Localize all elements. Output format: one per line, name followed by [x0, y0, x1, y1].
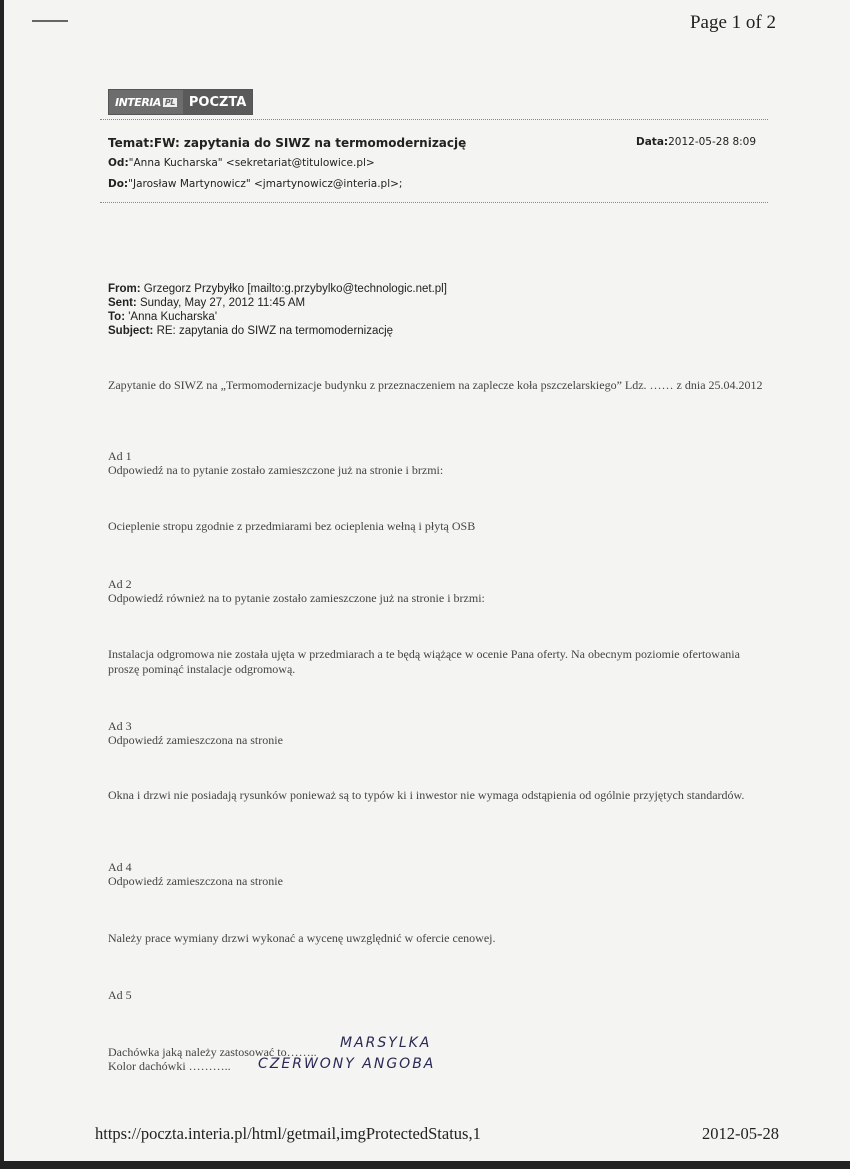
email-date: Data:2012-05-28 8:09: [636, 136, 757, 148]
ad4-title: Ad 4: [108, 860, 132, 874]
email-subject: Temat:FW: zapytania do SIWZ na termomodernizację: [108, 136, 467, 150]
handwritten-tile-color: CZERWONY ANGOBA: [258, 1056, 436, 1072]
forwarded-header: [108, 282, 447, 338]
ad1-title: Ad 1: [108, 449, 132, 463]
ad1-question: Odpowiedź na to pytanie zostało zamieszczone już na stronie i brzmi:: [108, 463, 444, 477]
forwarded-from: From: Grzegorz Przybyłko [mailto:g.przybylko@technologic.net.pl]: [108, 283, 447, 295]
email-from: Od:"Anna Kucharska" <sekretariat@titulowice.pl>: [108, 157, 375, 169]
ad2-title: Ad 2: [108, 577, 132, 591]
divider: [100, 119, 768, 120]
forwarded-sent: Sent: Sunday, May 27, 2012 11:45 AM: [108, 297, 306, 309]
ad3-answer: Okna i drzwi nie posiadają rysunków ponieważ są to typów ki i inwestor nie wymaga odstąpienia od ogólnie przyjętych standardów.: [108, 788, 745, 802]
divider: [100, 202, 768, 203]
ad4-question: Odpowiedź zamieszczona na stronie: [108, 874, 283, 888]
ad3-title: Ad 3: [108, 719, 132, 733]
scan-edge-left: [0, 0, 4, 1169]
scan-mark: [32, 20, 68, 22]
scan-edge-bottom: [0, 1161, 850, 1169]
interia-poczta-logo: INTERIA PL POCZTA: [108, 89, 253, 115]
page-number: Page 1 of 2: [689, 12, 776, 33]
ad2-answer: Instalacja odgromowa nie została ujęta w przedmiarach a te będą wiążące w ocenie Pana oferty. Na obecnym poziomie ofertowania proszę pominąć instalacje odgromową.: [108, 647, 740, 676]
email-to: Do:"Jarosław Martynowicz" <jmartynowicz@interia.pl>;: [108, 178, 403, 190]
ad2-question: Odpowiedź również na to pytanie zostało zamieszczone już na stronie i brzmi:: [108, 591, 485, 605]
ad3-question: Odpowiedź zamieszczona na stronie: [108, 733, 283, 747]
body-intro: Zapytanie do SIWZ na „Termomodernizacje budynku z przeznaczeniem na zaplecze koła pszczelarskiego” Ldz. …… z dnia 25.04.2012: [108, 378, 763, 392]
ad4-answer: Należy prace wymiany drzwi wykonać a wycenę uwzględnić w ofercie cenowej.: [108, 931, 496, 945]
forwarded-to: To: 'Anna Kucharska': [108, 311, 218, 323]
ad5-roof-tile: Dachówka jaką należy zastosować to……..: [108, 1045, 317, 1059]
ad1-answer: Ocieplenie stropu zgodnie z przedmiarami bez ocieplenia wełną i płytą OSB: [108, 519, 476, 533]
handwritten-tile-type: MARSYLKA: [340, 1035, 432, 1051]
footer-date: 2012-05-28: [702, 1124, 779, 1143]
footer-url: https://poczta.interia.pl/html/getmail,imgProtectedStatus,1: [95, 1124, 481, 1143]
ad5-title: Ad 5: [108, 988, 132, 1002]
forwarded-subject: Subject: RE: zapytania do SIWZ na termomodernizację: [108, 325, 394, 337]
ad5-tile-color: Kolor dachówki ………..: [108, 1059, 231, 1073]
